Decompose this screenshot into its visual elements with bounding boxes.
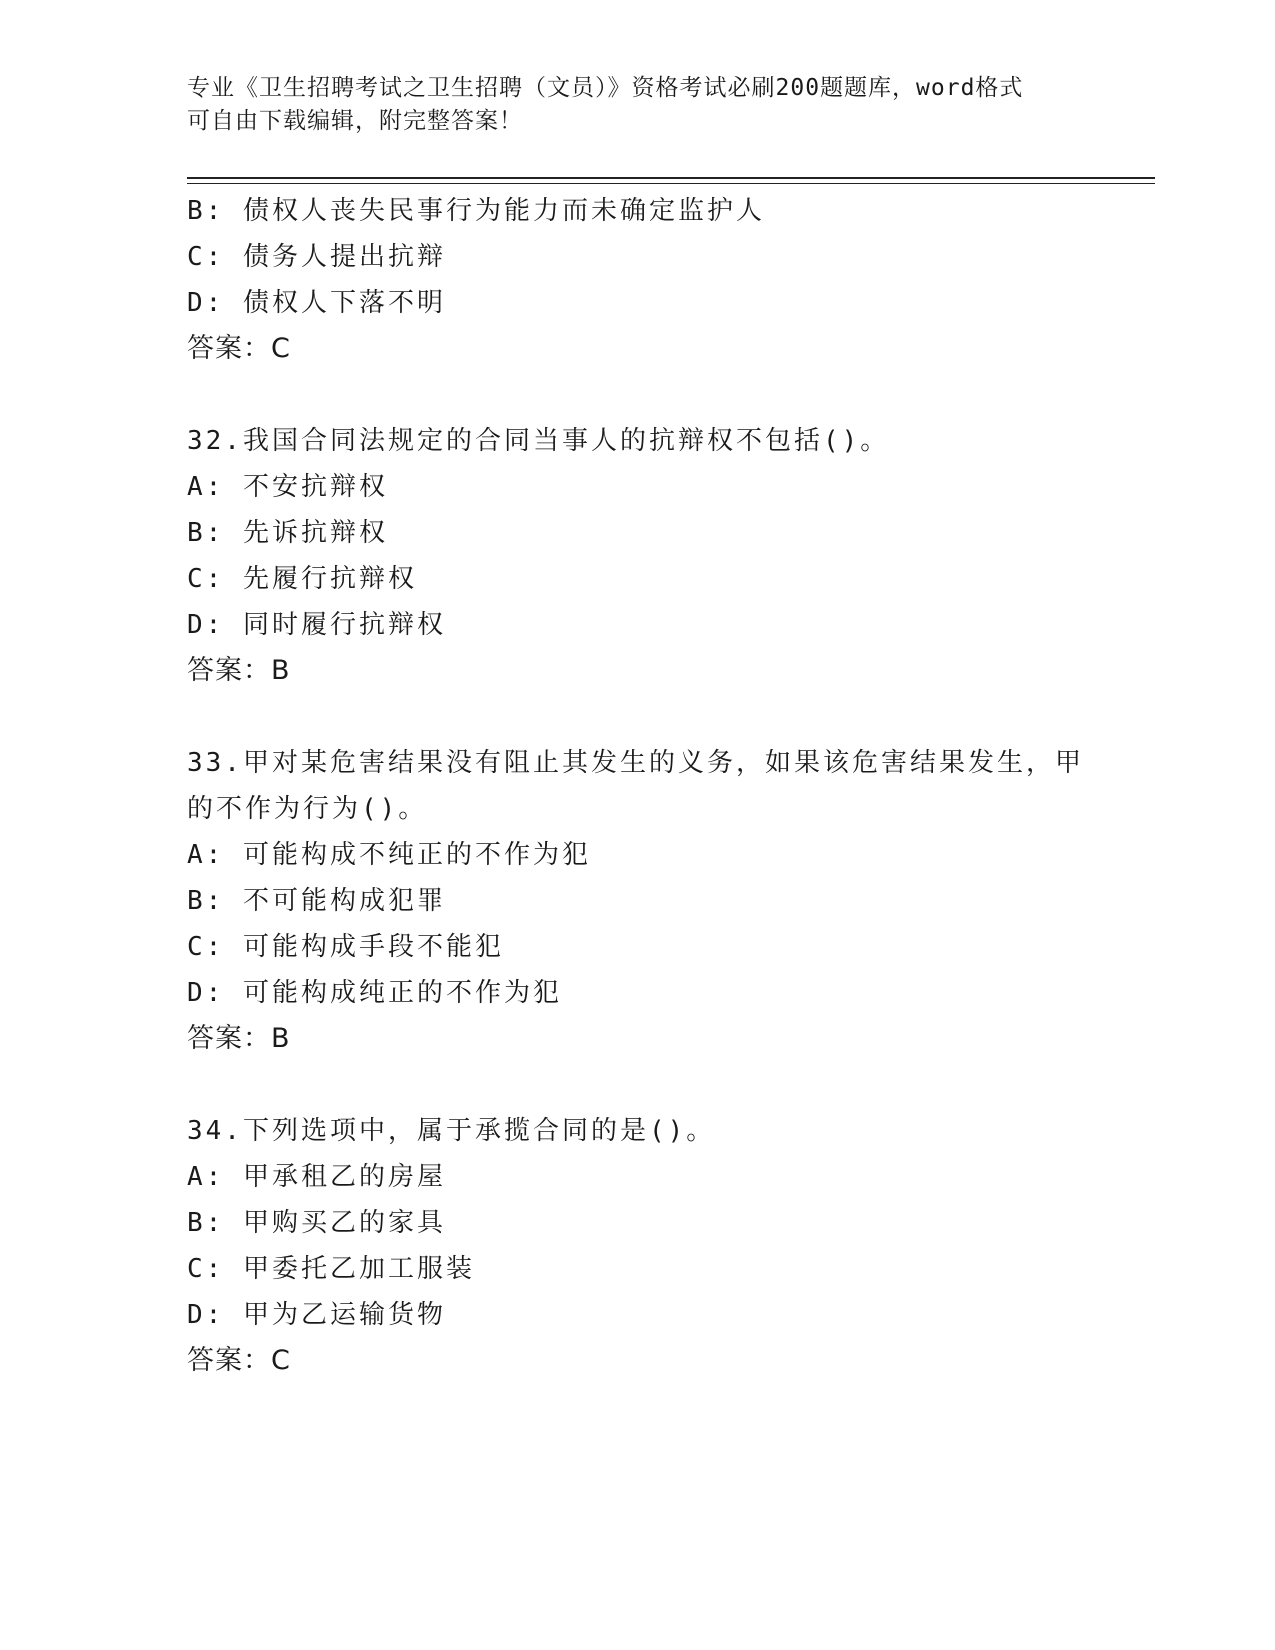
header-divider-thin: [187, 183, 1155, 184]
header-line-2: 可自由下载编辑，附完整答案！: [187, 108, 523, 134]
option-b: B: 不可能构成犯罪: [187, 886, 446, 916]
question-stem: 32.我国合同法规定的合同当事人的抗辩权不包括()。: [187, 426, 890, 456]
option-d: D: 同时履行抗辩权: [187, 610, 446, 640]
option-b: B: 甲购买乙的家具: [187, 1208, 446, 1238]
question-32: [187, 418, 1087, 694]
document-header: [187, 72, 1087, 138]
header-divider-thick: [187, 177, 1155, 179]
option-c: C: 债务人提出抗辩: [187, 242, 446, 272]
option-c: C: 甲委托乙加工服装: [187, 1254, 475, 1284]
header-line-1: 专业《卫生招聘考试之卫生招聘（文员）》资格考试必刷200题题库，word格式: [187, 75, 1024, 101]
option-a: A: 甲承租乙的房屋: [187, 1162, 446, 1192]
question-31-tail: [187, 188, 1087, 372]
answer: 答案：C: [187, 1345, 291, 1376]
option-c: C: 先履行抗辩权: [187, 564, 417, 594]
option-b: B: 先诉抗辩权: [187, 518, 388, 548]
option-d: D: 可能构成纯正的不作为犯: [187, 978, 562, 1008]
option-d: D: 债权人下落不明: [187, 288, 446, 318]
spacer: [187, 1062, 1087, 1108]
question-stem-line-2: 的不作为行为()。: [187, 794, 428, 824]
option-c: C: 可能构成手段不能犯: [187, 932, 504, 962]
answer: 答案：C: [187, 333, 291, 364]
option-d: D: 甲为乙运输货物: [187, 1300, 446, 1330]
answer: 答案：B: [187, 655, 291, 686]
option-a: A: 不安抗辩权: [187, 472, 388, 502]
answer: 答案：B: [187, 1023, 291, 1054]
spacer: [187, 694, 1087, 740]
question-list: [187, 188, 1087, 1384]
question-stem: 34.下列选项中，属于承揽合同的是()。: [187, 1116, 716, 1146]
question-33: [187, 740, 1087, 1062]
question-stem-line-1: 33.甲对某危害结果没有阻止其发生的义务，如果该危害结果发生，甲: [187, 748, 1084, 778]
question-34: [187, 1108, 1087, 1384]
option-b: B: 债权人丧失民事行为能力而未确定监护人: [187, 196, 765, 226]
option-a: A: 可能构成不纯正的不作为犯: [187, 840, 591, 870]
spacer: [187, 372, 1087, 418]
